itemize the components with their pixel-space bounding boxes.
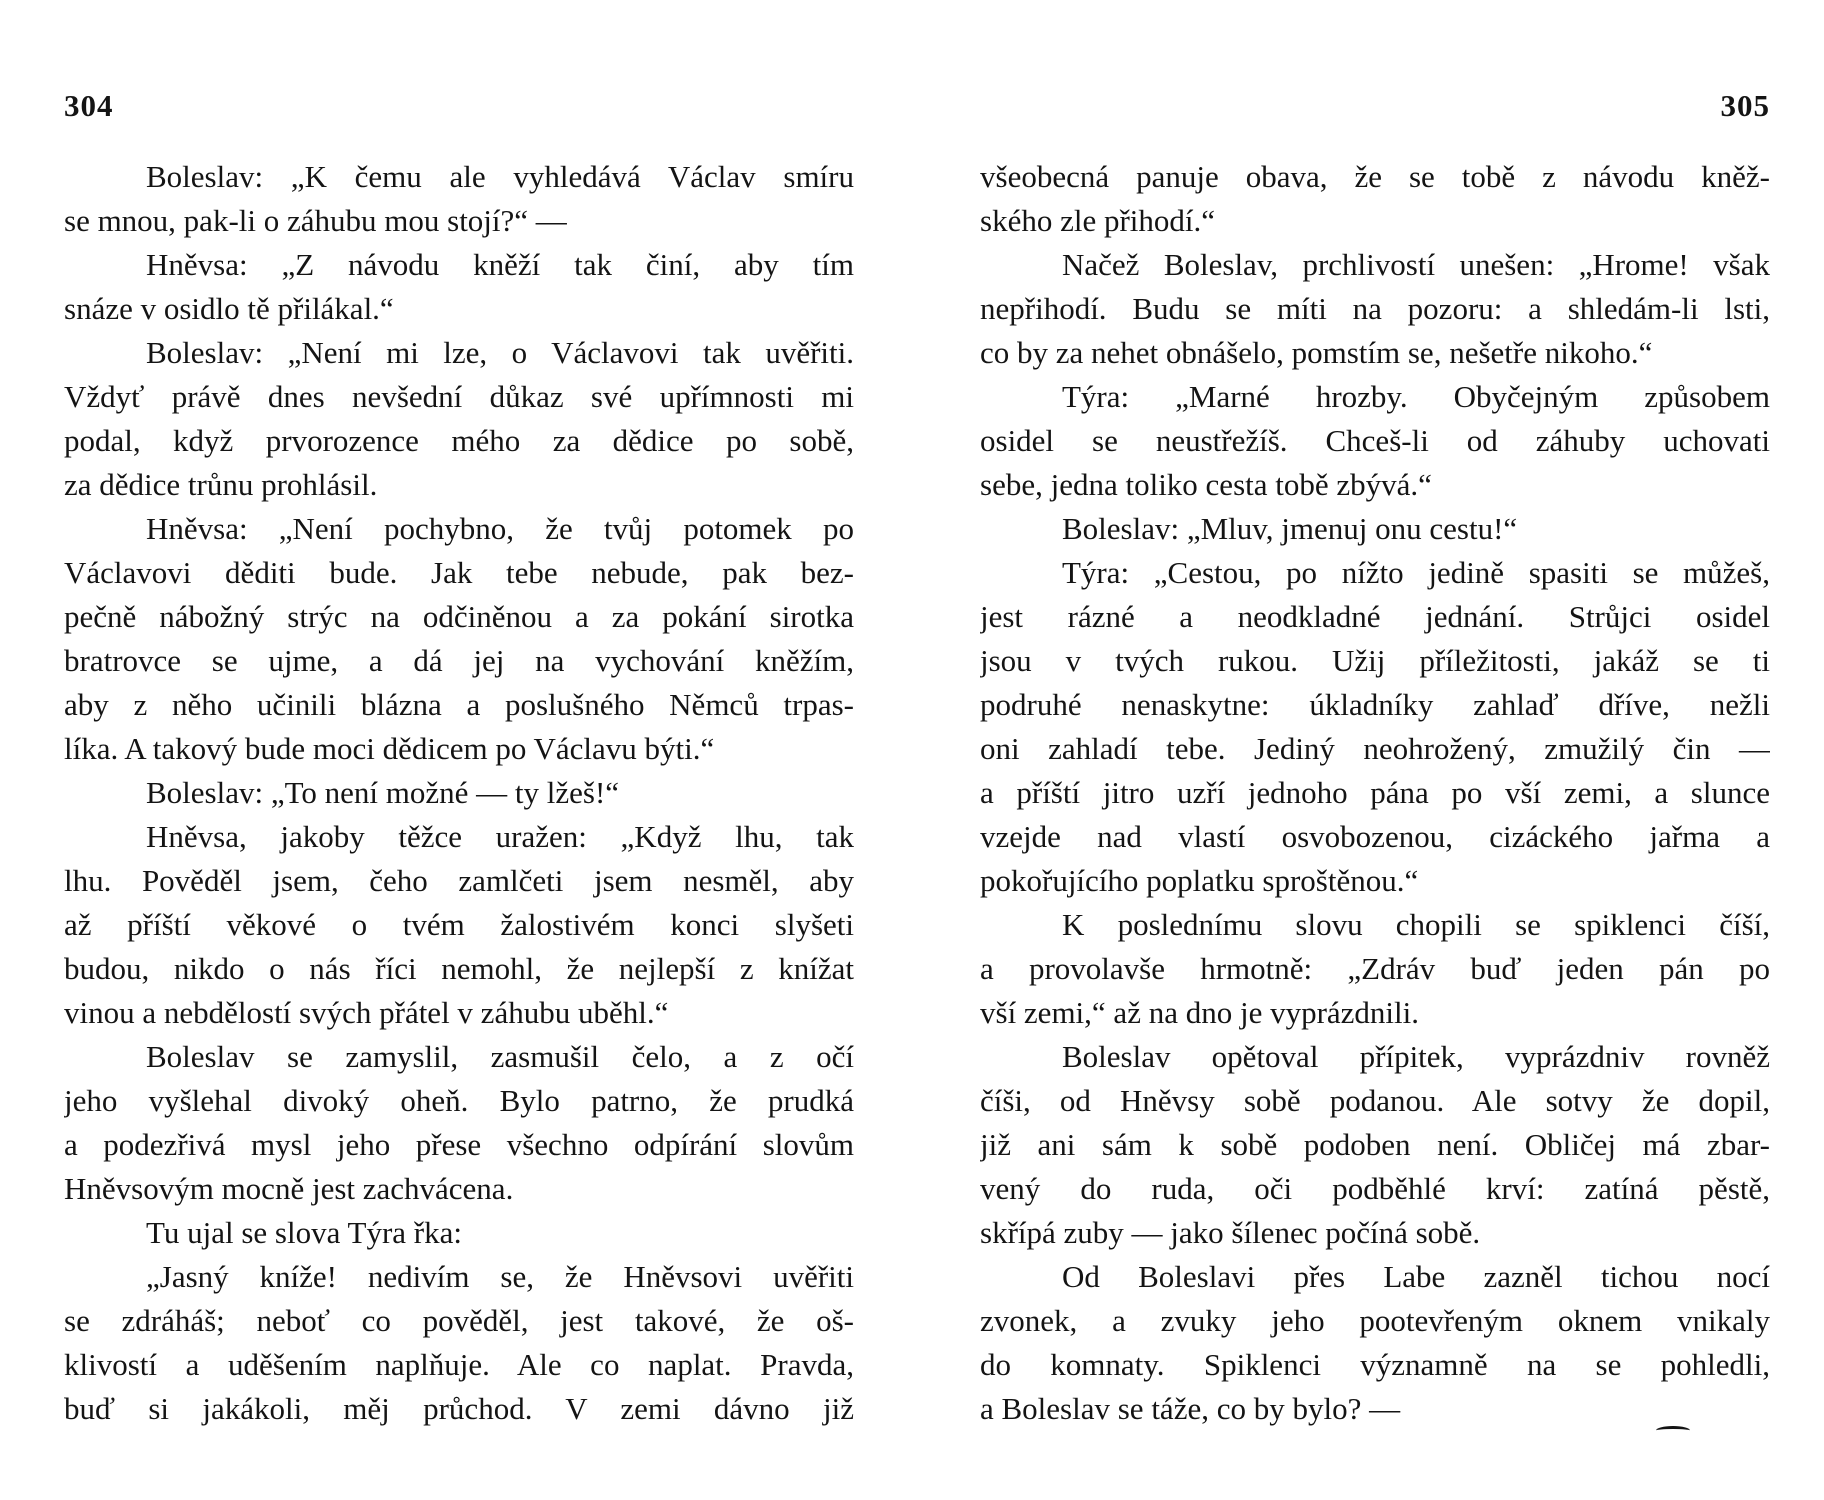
text-line: oni zahladí tebe. Jediný neohrožený, zmužilý čin — [980,731,1770,766]
text-line: sebe, jedna toliko cesta tobě zbývá.“ [980,467,1432,502]
text-line: budou, nikdo o nás říci nemohl, že nejlepší z knížat [64,951,854,986]
text-line: se mnou, pak-li o záhubu mou stojí?“ — [64,203,567,238]
text-line: jsou v tvých rukou. Užij příležitosti, jakáž se ti [980,643,1770,678]
text-line: Načež Boleslav, prchlivostí unešen: „Hrome! však [1062,247,1770,282]
text-line: Boleslav se zamyslil, zasmušil čelo, a z očí [146,1039,854,1074]
text-line: „Jasný kníže! nedivím se, že Hněvsovi uvěřiti [146,1259,854,1294]
text-line: Boleslav opětoval přípitek, vyprázdniv rovněž [1062,1039,1770,1074]
text-line: zvonek, a zvuky jeho pootevřeným oknem vnikaly [980,1303,1770,1338]
text-line: bratrovce se ujme, a dá jej na vychování kněžím, [64,643,854,678]
text-line: a podezřivá mysl jeho přese všechno odpírání slovům [64,1127,854,1162]
text-line: všeobecná panuje obava, že se tobě z návodu kněž- [980,159,1770,194]
text-line: vzejde nad vlastí osvobozenou, cizáckého jařma a [980,819,1770,854]
text-line: Hněvsa: „Z návodu kněží tak činí, aby tím [146,247,854,282]
text-line: Týra: „Marné hrozby. Obyčejným způsobem [1062,379,1770,414]
text-line: vší zemi,“ až na dno je vyprázdnili. [980,995,1420,1030]
text-line: lhu. Pověděl jsem, čeho zamlčeti jsem nesměl, aby [64,863,854,898]
left-page-number: 304 [64,88,114,123]
text-line: podruhé nenaskytne: úkladníky zahlaď dříve, nežli [980,687,1770,722]
text-line: Hněvsa, jakoby těžce uražen: „Když lhu, tak [146,819,854,854]
text-line: a příští jitro uzří jednoho pána po vší zemi, a slunce [980,775,1770,810]
text-line: ského zle přihodí.“ [980,203,1216,238]
text-line: klivostí a uděšením naplňuje. Ale co naplat. Pravda, [64,1347,854,1382]
text-line: číši, od Hněvsy sobě podanou. Ale sotvy že dopil, [980,1083,1770,1118]
left-page [64,0,854,1500]
text-line: do komnaty. Spiklenci významně na se pohledli, [980,1347,1770,1382]
text-line: co by za nehet obnášelo, pomstím se, nešetře nikoho.“ [980,335,1653,370]
text-line: se zdráháš; neboť co pověděl, jest takové, že oš- [64,1303,854,1338]
text-line: pokořujícího poplatku sproštěnou.“ [980,863,1419,898]
text-line: za dědice trůnu prohlásil. [64,467,378,502]
text-line: až příští věkové o tvém žalostivém konci slyšeti [64,907,854,942]
text-line: a Boleslav se táže, co by bylo? — [980,1391,1401,1426]
text-line: nepřihodí. Budu se míti na pozoru: a shledám-li lsti, [980,291,1770,326]
text-line: líka. A takový bude moci dědicem po Václavu býti.“ [64,731,715,766]
text-line: buď si jakákoli, měj průchod. V zemi dávno již [64,1391,854,1426]
text-line: Od Boleslavi přes Labe zazněl tichou nocí [1062,1259,1770,1294]
text-line: K poslednímu slovu chopili se spiklenci číší, [1062,907,1770,942]
text-line: Boleslav: „K čemu ale vyhledává Václav smíru [146,159,854,194]
text-line: Boleslav: „Není mi lze, o Václavovi tak uvěřiti. [146,335,854,370]
right-page-number: 305 [1720,88,1770,123]
text-line: snáze v osidlo tě přilákal.“ [64,291,394,326]
text-line: skřípá zuby — jako šílenec počíná sobě. [980,1215,1481,1250]
text-line: pečně nábožný strýc na odčiněnou a za pokání sirotka [64,599,854,634]
text-line: osidel se neustřežíš. Chceš-li od záhuby uchovati [980,423,1770,458]
text-line: již ani sám k sobě podoben není. Obličej má zbar- [980,1127,1770,1162]
text-line: Hněvsovým mocně jest zachvácena. [64,1171,514,1206]
text-line: Boleslav: „To není možné — ty lžeš!“ [146,775,620,810]
text-line: Tu ujal se slova Týra řka: [146,1215,462,1250]
text-line: a provolavše hrmotně: „Zdráv buď jeden pán po [980,951,1770,986]
text-line: Týra: „Cestou, po nížto jedině spasiti se můžeš, [1062,555,1770,590]
text-line: jeho vyšlehal divoký oheň. Bylo patrno, že prudká [64,1083,854,1118]
text-line: Boleslav: „Mluv, jmenuj onu cestu!“ [1062,511,1518,546]
text-line: vený do ruda, oči podběhlé krví: zatíná pěstě, [980,1171,1770,1206]
right-page [980,0,1770,1500]
signature-mark [1656,1426,1690,1435]
right-page-text [980,155,1770,1431]
text-line: Hněvsa: „Není pochybno, že tvůj potomek po [146,511,854,546]
text-line: Václavovi děditi bude. Jak tebe nebude, pak bez- [64,555,854,590]
left-page-text [64,155,854,1431]
text-line: vinou a nebdělostí svých přátel v záhubu uběhl.“ [64,995,669,1030]
text-line: podal, když prvorozence mého za dědice po sobě, [64,423,854,458]
text-line: Vždyť právě dnes nevšední důkaz své upřímnosti mi [64,379,854,414]
text-line: aby z něho učinili blázna a poslušného Němců trpas- [64,687,854,722]
text-line: jest rázné a neodkladné jednání. Strůjci osidel [980,599,1770,634]
